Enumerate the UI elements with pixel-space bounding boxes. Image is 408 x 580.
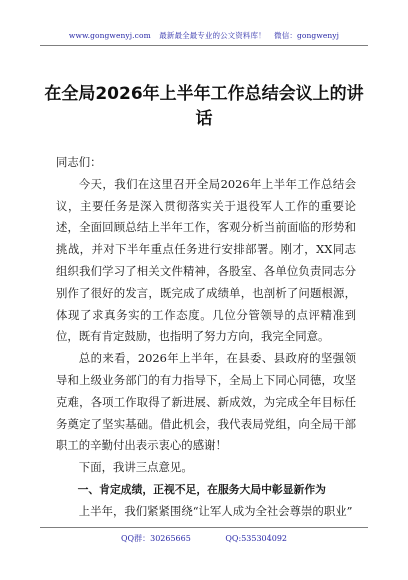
document-title: 在全局2026年上半年工作总结会议上的讲话 (44, 84, 364, 129)
page-footer (40, 533, 368, 544)
paragraph-2: 总的来看，2026年上半年，在县委、县政府的坚强领导和上级业务部门的有力指导下，全局上下同心同德，攻坚克难，各项工作取得了新进展、新成效，为完成全年目标任务奠定了坚实基础。借此机会，我代表局党组，向全局干部职工的辛勤付出表示衷心的感谢！ (56, 351, 356, 453)
header-wechat: 微信：gongwenyj (274, 31, 340, 40)
paragraph-3: 下面，我讲三点意见。 (78, 460, 193, 475)
footer-qq-group: QQ群：30265665 (120, 534, 191, 543)
section-heading-1: 一、肯定成绩，正视不足，在服务大局中彰显新作为 (77, 482, 326, 496)
footer-divider (40, 527, 368, 528)
salutation: 同志们： (56, 155, 102, 169)
header-slogan: 最新最全最专业的公文资料库！ (159, 31, 266, 40)
page-header (40, 30, 368, 41)
document-body (56, 152, 356, 523)
footer-qq-contact: QQ:535304092 (225, 534, 287, 543)
header-divider (40, 45, 368, 46)
header-site-link[interactable]: www.gongwenyj.com (68, 31, 151, 40)
paragraph-4: 上半年，我们紧紧围绕“让军人成为全社会尊崇的职业” (78, 503, 353, 518)
paragraph-1: 今天，我们在这里召开全局2026年上半年工作总结会议，主要任务是深入贯彻落实关于退役军人工作的重要论述，全面回顾总结上半年工作，客观分析当前面临的形势和挑战，并对下半年重点任务进行安排部署。刚才，XX同志组织我们学习了相关文件精神，各股室、各单位负责同志分别作了很好的发言，既完成了成绩单，也剖析了问题根源，体现了求真务实的工作态度。几位分管领导的点评精准到位，既有肯定鼓励，也指明了努力方向，我完全同意。 (56, 176, 356, 344)
